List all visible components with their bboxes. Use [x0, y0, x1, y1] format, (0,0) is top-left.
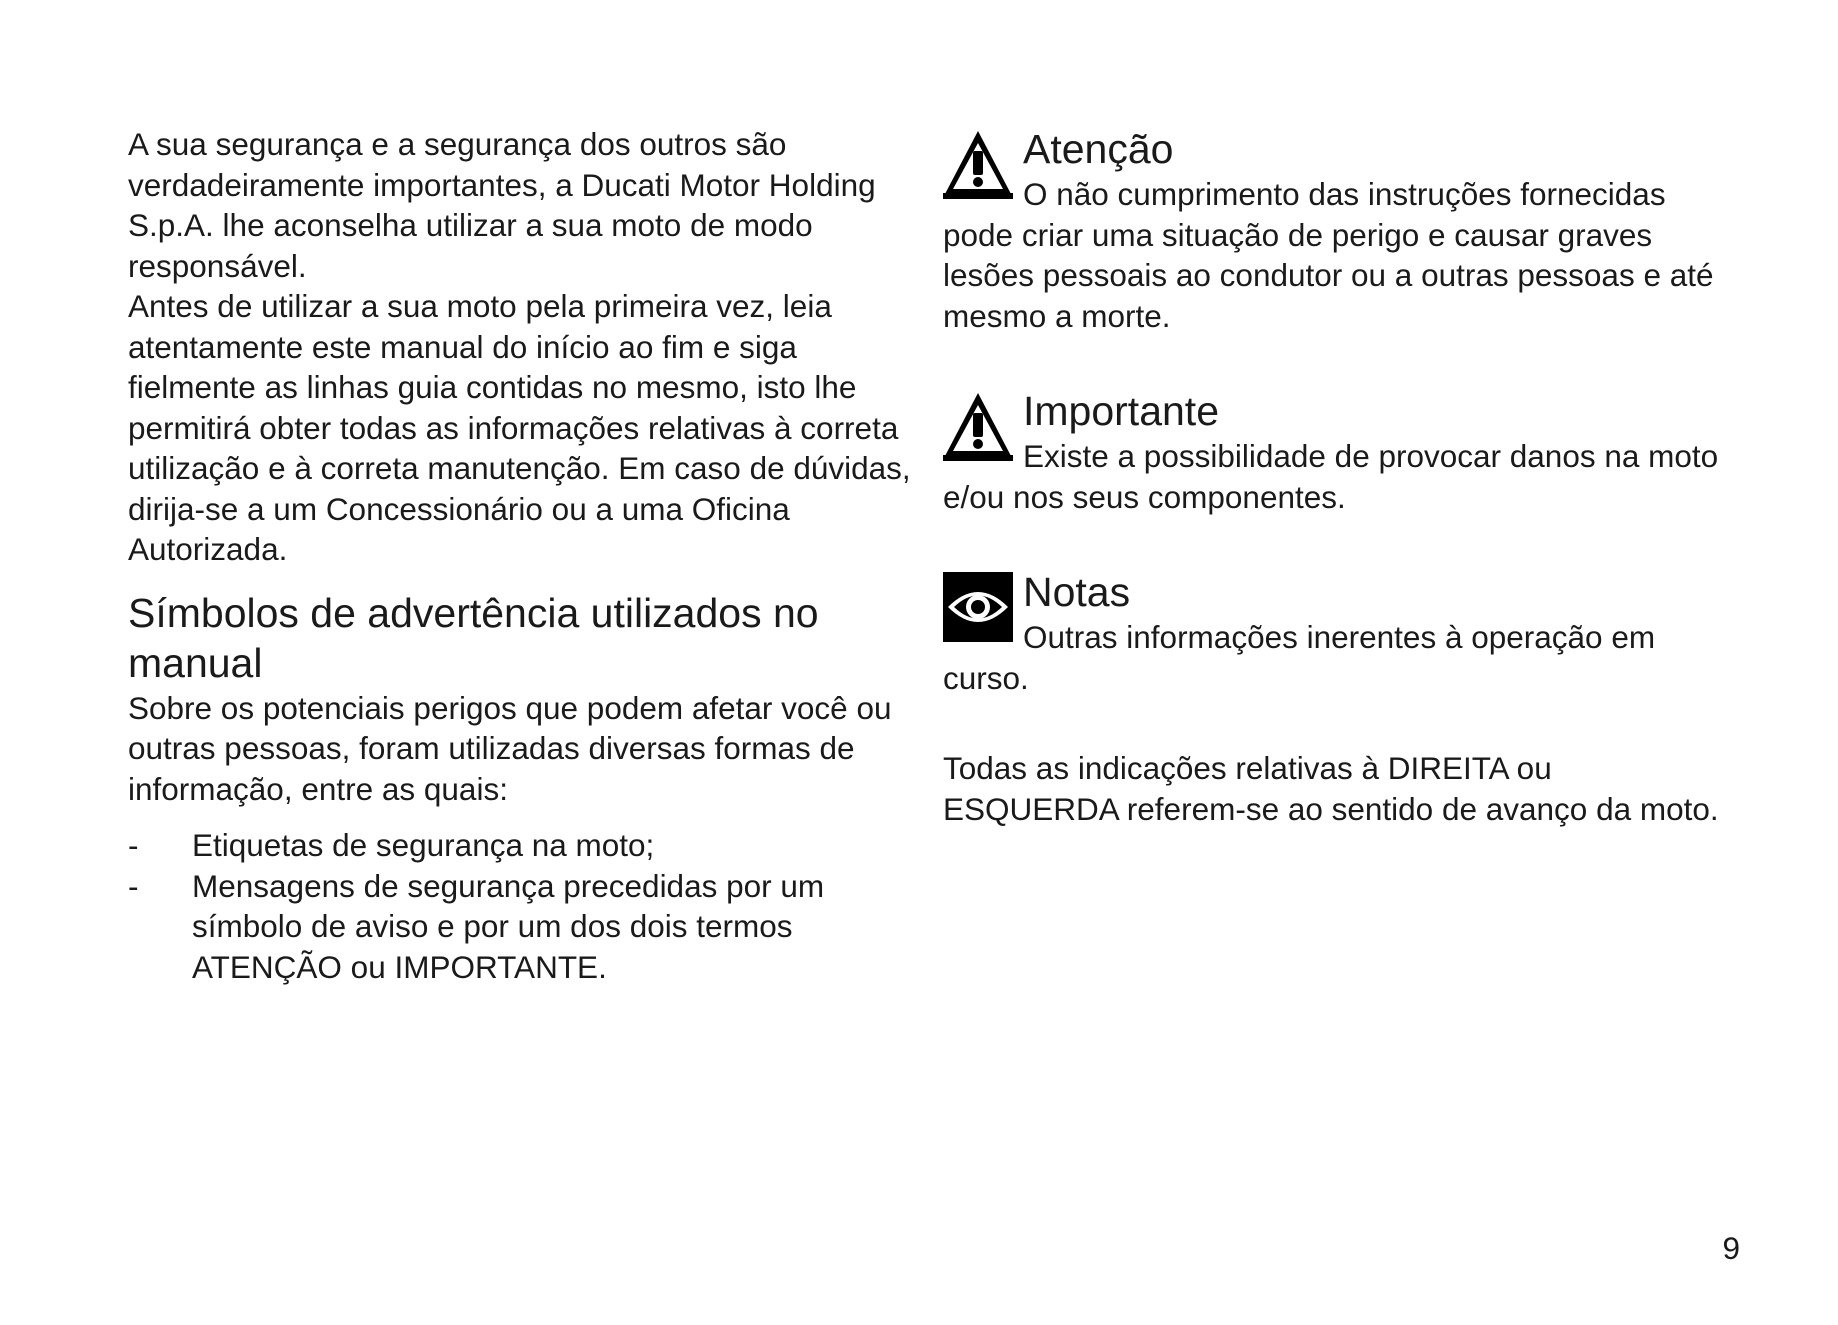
notice-title: Importante: [1023, 388, 1219, 434]
warning-triangle-icon: [943, 129, 1013, 199]
eye-icon: [943, 572, 1013, 642]
notice-attention: [943, 124, 1733, 336]
list-item-text: Mensagens de segurança precedidas por um símbolo de aviso e por um dos dois termos ATENÇÃO ou IMPORTANTE.: [192, 867, 825, 985]
notice-title: Notas: [1023, 569, 1131, 615]
page-number: 9: [1722, 1230, 1740, 1266]
right-column: [943, 124, 1733, 829]
left-column: [128, 124, 918, 987]
bullet-marker: -: [128, 827, 139, 863]
list-item: [128, 825, 918, 866]
intro-paragraph: A sua segurança e a segurança dos outros são verdadeiramente importantes, a Ducati Motor Holding S.p.A. lhe aconselha utilizar a sua moto de modo responsável.: [128, 126, 876, 284]
notice-text: O não cumprimento das instruções fornecidas pode criar uma situação de perigo e causar graves lesões pessoais ao condutor ou a outras pessoas e até mesmo a morte.: [943, 176, 1714, 334]
section-paragraph: Sobre os potenciais perigos que podem afetar você ou outras pessoas, foram utilizadas diversas formas de informação, entre as quais:: [128, 689, 892, 807]
notice-title: Atenção: [1023, 126, 1174, 172]
bullet-list: [128, 825, 918, 987]
bullet-marker: -: [128, 867, 139, 904]
manual-paragraph: Antes de utilizar a sua moto pela primeira vez, leia atentamente este manual do início ao fim e siga fielmente as linhas guia contidas no mesmo, isto lhe permitirá obter todas as informações relativas à correta utilização e à correta manutenção. Em caso de dúvidas, dirija-se a um Concessionário ou a uma Oficina Autorizada.: [128, 288, 911, 567]
list-item: [128, 866, 918, 988]
direction-note: Todas as indicações relativas à DIREITA ou ESQUERDA referem-se ao sentido de avanço da moto.: [943, 750, 1719, 827]
list-item-text: Etiquetas de segurança na moto;: [192, 827, 655, 863]
notice-important: [943, 386, 1733, 517]
notice-notes: [943, 567, 1733, 698]
section-heading: Símbolos de advertência utilizados no manual: [128, 589, 819, 686]
warning-triangle-icon: [943, 391, 1013, 461]
notice-text: Existe a possibilidade de provocar danos na moto e/ou nos seus componentes.: [943, 438, 1719, 515]
notice-text: Outras informações inerentes à operação em curso.: [943, 619, 1656, 696]
